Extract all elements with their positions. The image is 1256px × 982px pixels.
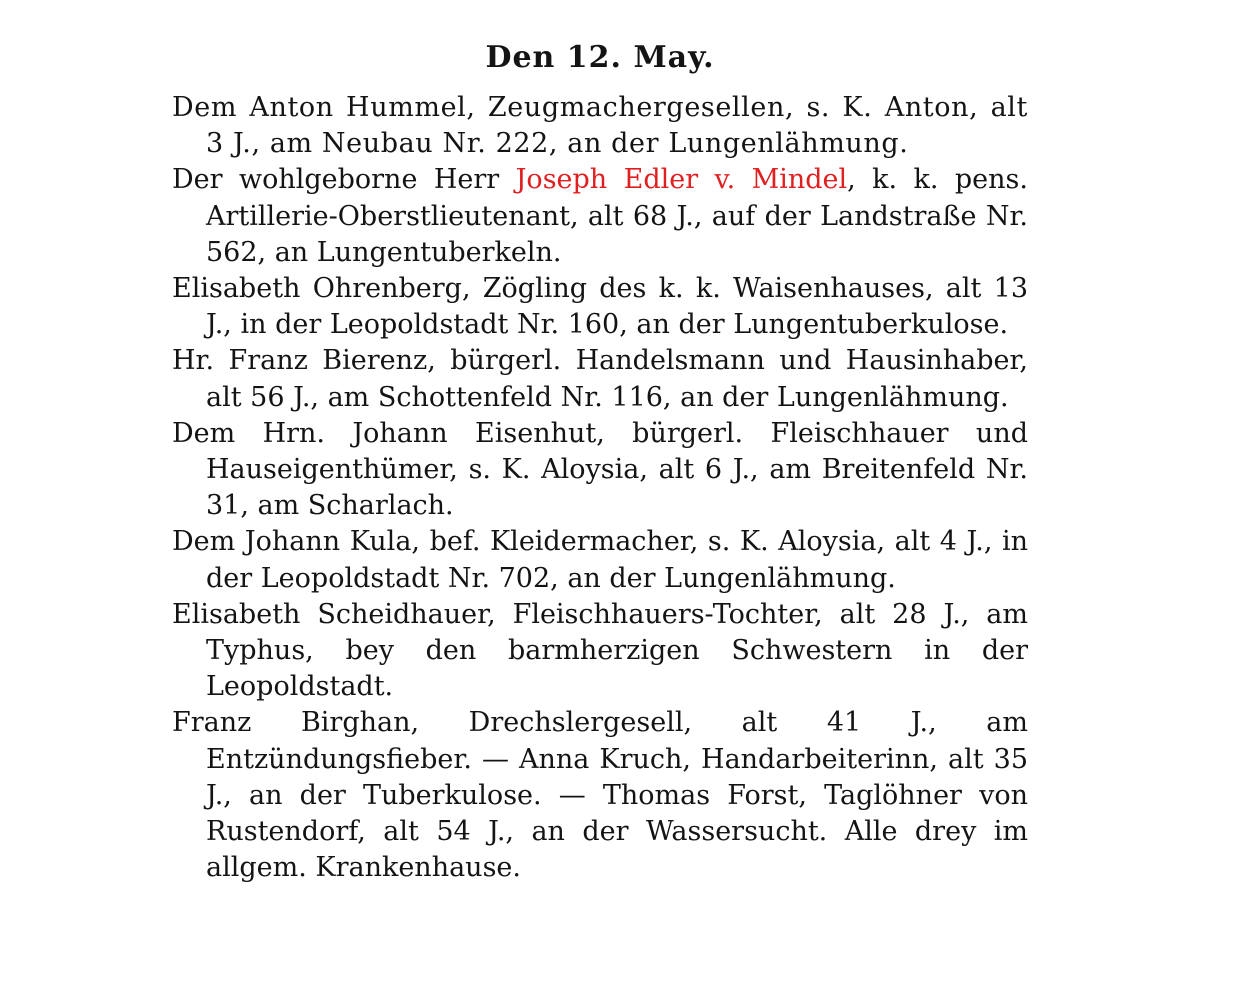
entry-franz-bierenz: Hr. Franz Bierenz, bürgerl. Handelsmann und Hausinhaber, alt 56 J., am Schottenfeld Nr. 116, an der Lungenlähmung. [172, 345, 1028, 413]
entry-joseph-mindel-prefix: Der wohlgeborne Herr [172, 164, 516, 196]
entry-elisabeth-scheidhauer: Elisabeth Scheidhauer, Fleischhauers-Tochter, alt 28 J., am Typhus, bey den barmherzigen Schwestern in der Leopoldstadt. [172, 598, 1028, 703]
entry-joseph-mindel [172, 162, 1028, 271]
entry-johann-kula: Dem Johann Kula, bef. Kleidermacher, s. K. Aloysia, alt 4 J., in der Leopoldstadt Nr. 702, an der Lungenlähmung. [172, 526, 1028, 594]
entry-anton-hummel: Dem Anton Hummel, Zeugmachergesellen, s. K. Anton, alt 3 J., am Neubau Nr. 222, an der Lungenlähmung. [172, 92, 1028, 160]
entry-joseph-mindel-suffix: , k. k. pens. Artillerie-Oberstlieutenant, alt 68 J., auf der Landstraße Nr. 562, an Lungentuberkeln. [206, 164, 1028, 268]
entry-elisabeth-ohrenberg: Elisabeth Ohrenberg, Zögling des k. k. Waisenhauses, alt 13 J., in der Leopoldstadt Nr. 160, an der Lungentuberkulose. [172, 273, 1028, 341]
entry-johann-eisenhut: Dem Hrn. Johann Eisenhut, bürgerl. Fleischhauer und Hauseigenthümer, s. K. Aloysia, alt 6 J., am Breitenfeld Nr. 31, am Scharlach. [172, 417, 1028, 522]
date-heading: Den 12. May. [485, 40, 715, 75]
death-register-column [172, 40, 1028, 886]
highlighted-name[interactable]: Joseph Edler v. Mindel [515, 164, 848, 196]
entry-franz-birghan: Franz Birghan, Drechslergesell, alt 41 J., am Entzündungsfieber. — Anna Kruch, Handarbeiterinn, alt 35 J., an der Tuberkulose. — Thomas Forst, Taglöhner von Rustendorf, alt 54 J., an der Wassersucht. Alle drey im allgem. Krankenhause. [172, 707, 1028, 884]
